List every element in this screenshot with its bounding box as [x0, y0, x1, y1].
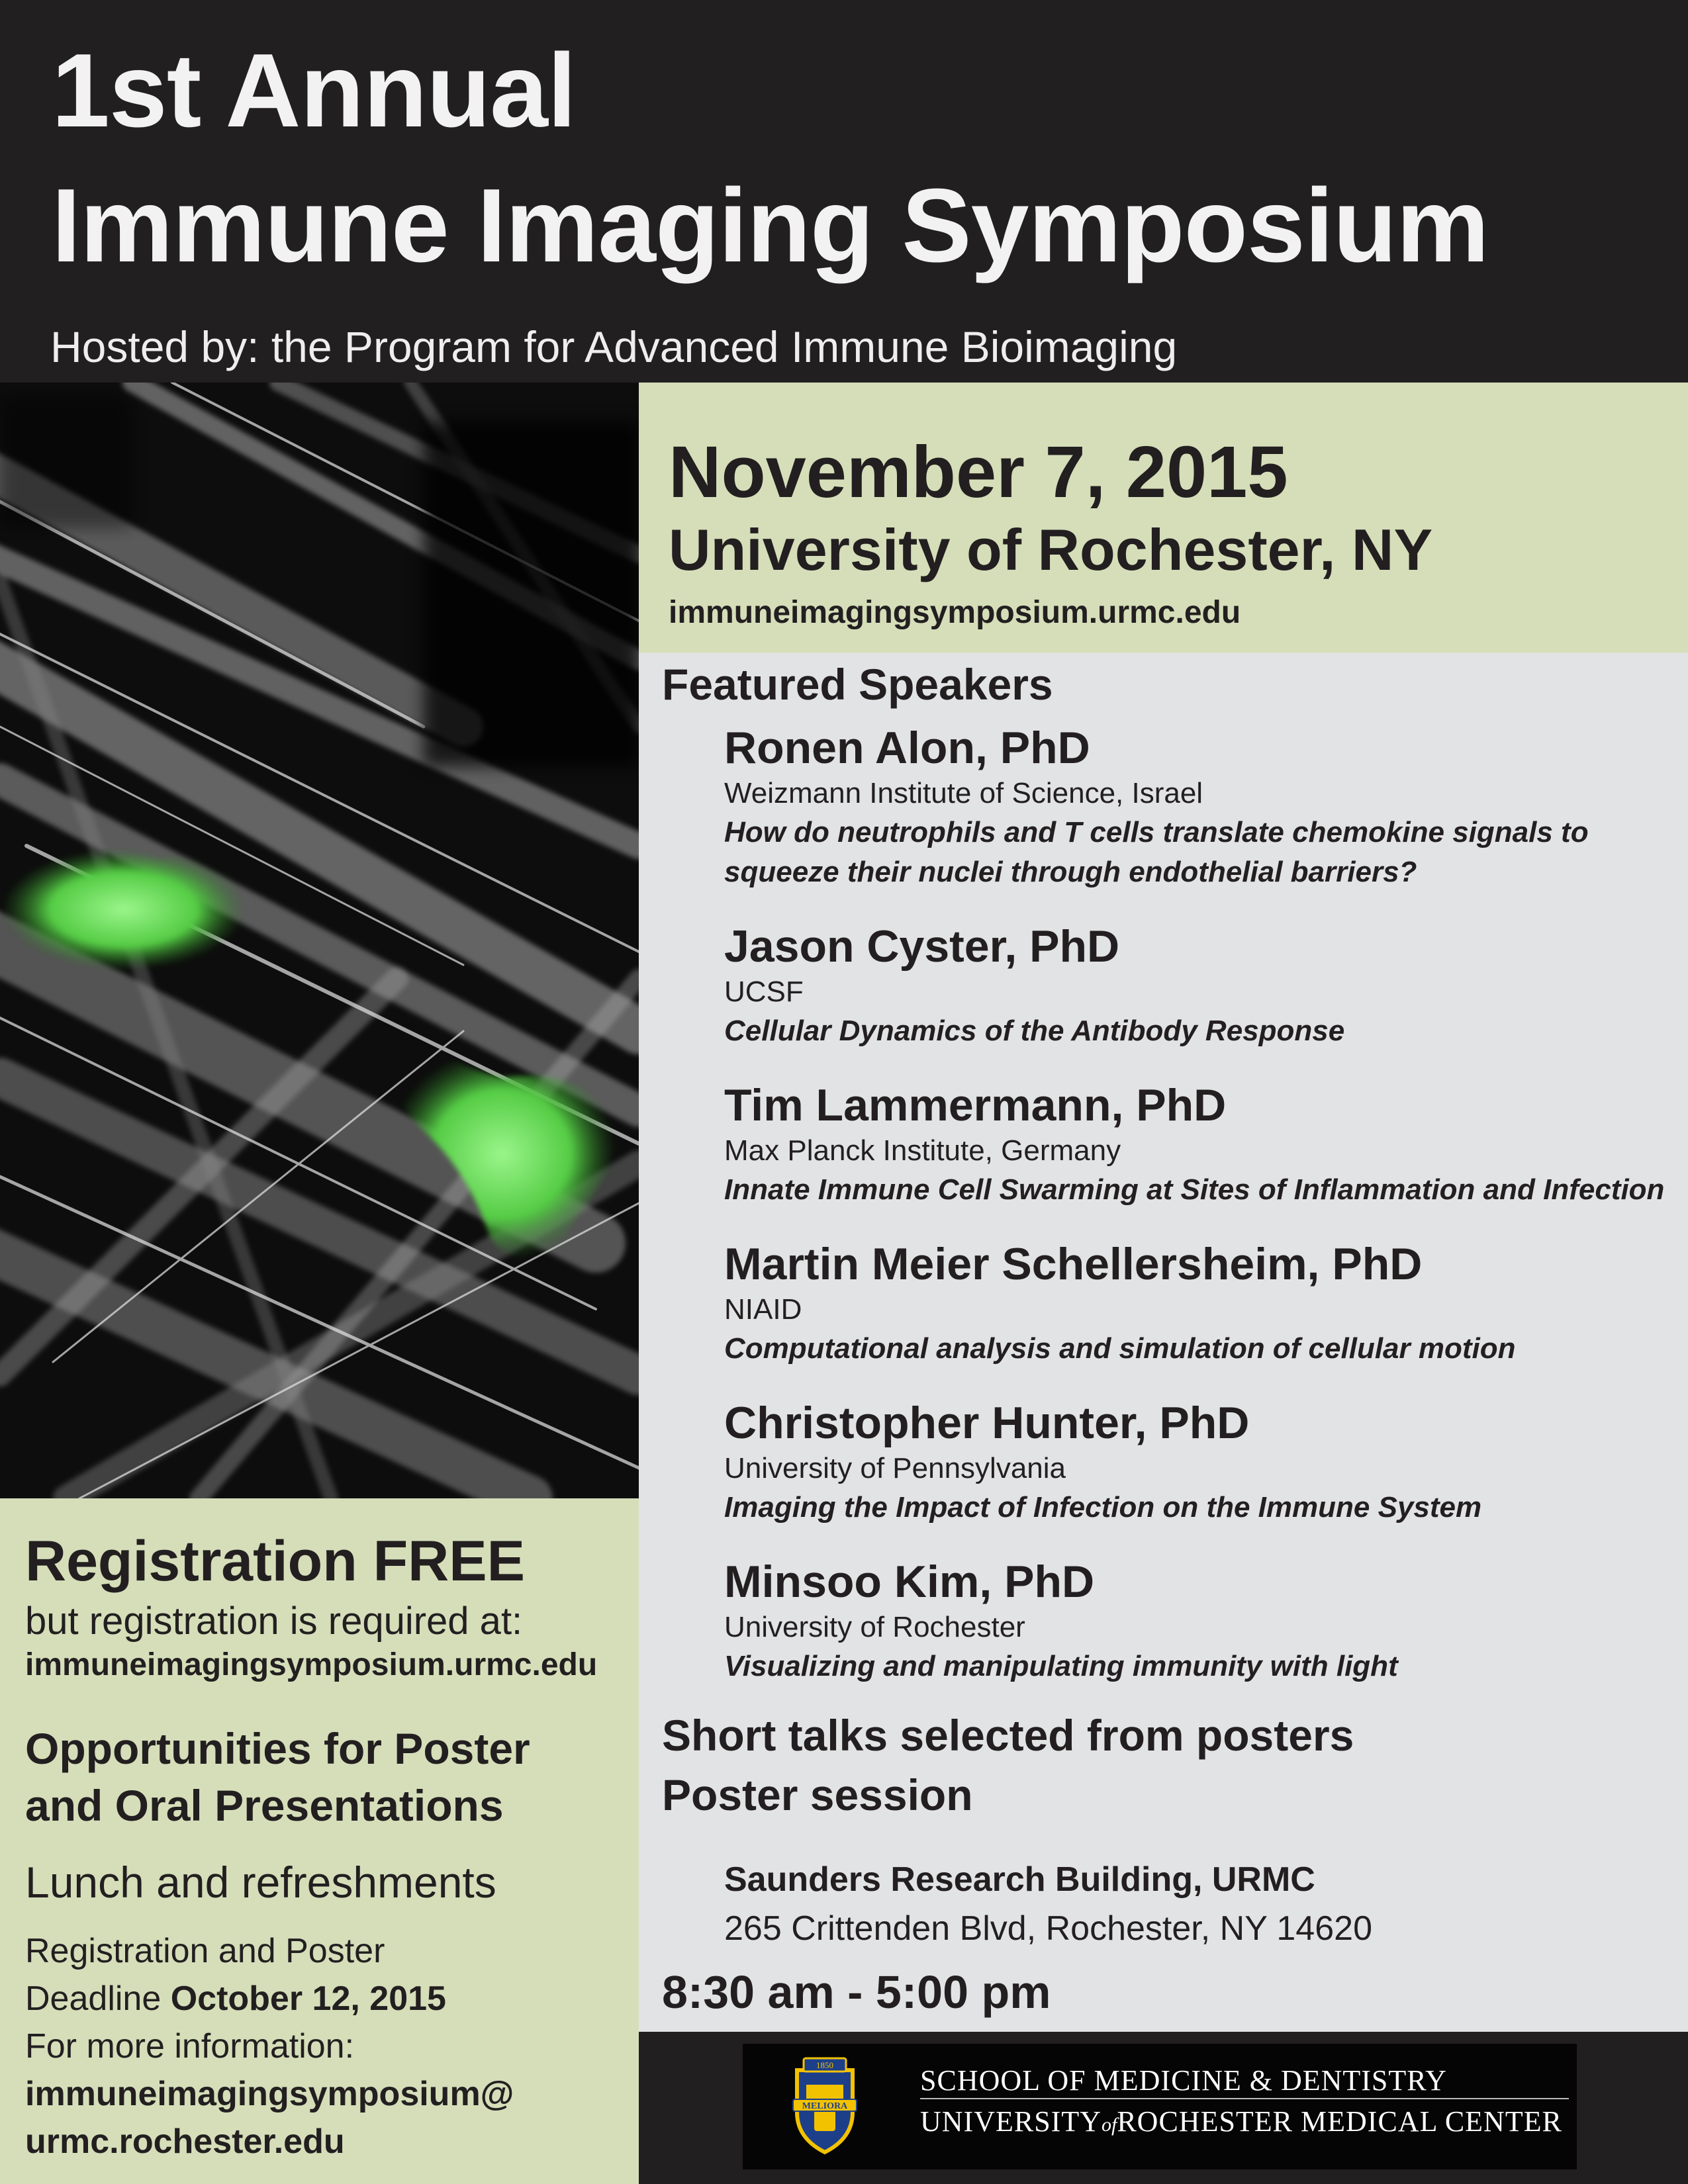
medical-center-part2: ROCHESTER MEDICAL CENTER: [1117, 2105, 1562, 2138]
more-info-text: For more information:: [25, 2027, 355, 2066]
university-seal-icon: [792, 2056, 858, 2155]
medical-center-part1: UNIVERSITY: [920, 2105, 1102, 2138]
featured-speakers-heading: Featured Speakers: [662, 660, 1053, 709]
event-time: 8:30 am - 5:00 pm: [662, 1966, 1051, 2018]
speaker-institution: NIAID: [724, 1293, 802, 1326]
speaker-institution: UCSF: [724, 976, 804, 1008]
speaker-entry: [724, 1079, 1677, 1210]
title-line-2: Immune Imaging Symposium: [52, 167, 1489, 284]
speaker-name: Christopher Hunter, PhD: [724, 1398, 1250, 1448]
deadline-date: October 12, 2015: [170, 1979, 446, 2018]
speaker-name: Ronen Alon, PhD: [724, 723, 1090, 773]
speaker-talk-title: Cellular Dynamics of the Antibody Response: [724, 1015, 1345, 1047]
venue-address: 265 Crittenden Blvd, Rochester, NY 14620: [724, 1909, 1372, 1948]
speaker-name: Jason Cyster, PhD: [724, 921, 1120, 972]
registration-required-text: but registration is required at:: [25, 1600, 523, 1643]
speaker-name: Tim Lammermann, PhD: [724, 1080, 1227, 1130]
speaker-institution: University of Rochester: [724, 1611, 1025, 1643]
registration-headline: Registration FREE: [25, 1529, 525, 1593]
speaker-talk-title: How do neutrophils and T cells translate chemokine signals to squeeze their nuclei through endothelial barriers?: [724, 816, 1589, 888]
microscopy-image: [0, 383, 639, 1498]
lunch-line: Lunch and refreshments: [25, 1858, 496, 1907]
deadline-line-1: Registration and Poster: [25, 1932, 385, 1970]
speaker-institution: Max Planck Institute, Germany: [724, 1134, 1121, 1167]
poster-session-line: Poster session: [662, 1770, 973, 1819]
contact-email-line-2[interactable]: urmc.rochester.edu: [25, 2122, 345, 2161]
title-line-1: 1st Annual: [52, 32, 576, 149]
speaker-institution: University of Pennsylvania: [724, 1452, 1066, 1484]
speaker-name: Minsoo Kim, PhD: [724, 1557, 1095, 1607]
opportunities-line-2: and Oral Presentations: [25, 1781, 504, 1830]
speaker-entry: [724, 721, 1677, 892]
event-location: University of Rochester, NY: [669, 517, 1433, 582]
speaker-talk-title: Visualizing and manipulating immunity with light: [724, 1650, 1398, 1682]
speaker-entry: [724, 1396, 1677, 1527]
seal-motto: MELIORA: [802, 2101, 848, 2111]
contact-email-line-1[interactable]: immuneimagingsymposium@: [25, 2075, 514, 2113]
speaker-talk-title: Computational analysis and simulation of cellular motion: [724, 1332, 1516, 1365]
deadline-prefix: Deadline: [25, 1979, 171, 2018]
registration-link[interactable]: immuneimagingsymposium.urmc.edu: [25, 1647, 598, 1682]
speaker-entry: [724, 1238, 1677, 1369]
venue-building: Saunders Research Building, URMC: [724, 1860, 1315, 1899]
short-talks-line: Short talks selected from posters: [662, 1711, 1354, 1760]
speaker-name: Martin Meier Schellersheim, PhD: [724, 1239, 1423, 1289]
event-website-link[interactable]: immuneimagingsymposium.urmc.edu: [669, 595, 1241, 630]
speaker-talk-title: Imaging the Impact of Infection on the Immune System: [724, 1491, 1482, 1524]
medical-center-name: [920, 2105, 1562, 2138]
opportunities-line-1: Opportunities for Poster: [25, 1724, 530, 1773]
hosted-by: Hosted by: the Program for Advanced Immune Bioimaging: [50, 322, 1178, 371]
seal-year: 1850: [816, 2060, 833, 2070]
speaker-entry: [724, 1555, 1677, 1686]
event-date: November 7, 2015: [669, 432, 1288, 513]
medical-center-of: of: [1101, 2114, 1117, 2136]
logo-divider: [920, 2098, 1569, 2099]
speaker-institution: Weizmann Institute of Science, Israel: [724, 777, 1203, 809]
speaker-entry: [724, 920, 1677, 1051]
speaker-talk-title: Innate Immune Cell Swarming at Sites of Inflammation and Infection: [724, 1173, 1665, 1206]
school-name: SCHOOL OF MEDICINE & DENTISTRY: [920, 2064, 1447, 2097]
deadline-line-2: [25, 1979, 446, 2019]
microscopy-graphic: [0, 383, 639, 1498]
